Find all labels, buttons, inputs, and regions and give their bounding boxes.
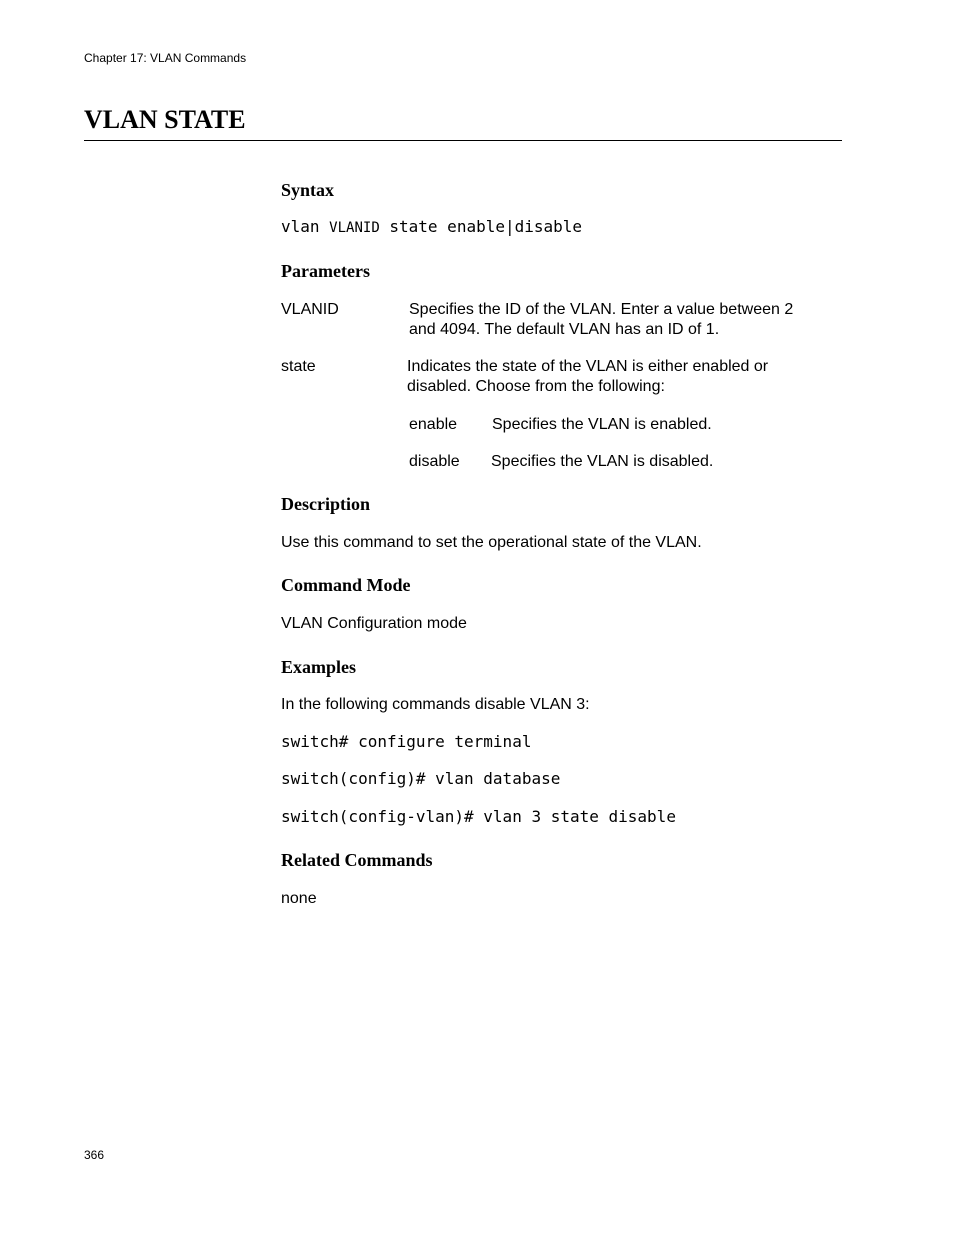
syntax-command-vlan: vlan bbox=[281, 217, 330, 236]
title-rule bbox=[84, 140, 842, 141]
example-line-1: switch# configure terminal bbox=[281, 732, 532, 751]
description-heading: Description bbox=[281, 494, 370, 514]
command-mode-heading: Command Mode bbox=[281, 575, 411, 595]
examples-intro: In the following commands disable VLAN 3: bbox=[281, 696, 590, 713]
param-desc-state bbox=[407, 357, 847, 397]
syntax-command-vlanid: VLANID bbox=[329, 220, 380, 236]
page-title: VLAN STATE bbox=[84, 105, 246, 134]
example-line-3: switch(config-vlan)# vlan 3 state disable bbox=[281, 807, 676, 826]
param-desc-vlanid bbox=[409, 300, 849, 340]
option-desc-enable: Specifies the VLAN is enabled. bbox=[492, 416, 712, 433]
param-desc-vlanid-line2: and 4094. The default VLAN has an ID of 1. bbox=[409, 321, 720, 338]
param-desc-vlanid-line1: Specifies the ID of the VLAN. Enter a value between 2 bbox=[409, 301, 794, 318]
option-name-enable: enable bbox=[409, 416, 458, 433]
option-name-disable: disable bbox=[409, 453, 460, 470]
examples-heading: Examples bbox=[281, 657, 357, 677]
option-desc-disable: Specifies the VLAN is disabled. bbox=[491, 453, 714, 470]
param-desc-state-line2: disabled. Choose from the following: bbox=[407, 378, 665, 395]
syntax-heading: Syntax bbox=[281, 180, 335, 200]
parameters-heading: Parameters bbox=[281, 261, 370, 281]
param-desc-state-line1: Indicates the state of the VLAN is either enabled or bbox=[407, 358, 769, 375]
description-text: Use this command to set the operational state of the VLAN. bbox=[281, 534, 702, 551]
running-header: Chapter 17: VLAN Commands bbox=[84, 51, 247, 65]
syntax-command-rest: state enable|disable bbox=[379, 217, 583, 236]
param-name-state: state bbox=[281, 358, 316, 375]
command-mode-text: VLAN Configuration mode bbox=[281, 615, 467, 632]
example-line-2: switch(config)# vlan database bbox=[281, 769, 561, 788]
syntax-command bbox=[281, 217, 582, 236]
page-number: 366 bbox=[84, 1148, 105, 1162]
related-commands-heading: Related Commands bbox=[281, 850, 433, 870]
related-commands-text: none bbox=[281, 890, 317, 907]
param-name-vlanid: VLANID bbox=[281, 301, 339, 318]
